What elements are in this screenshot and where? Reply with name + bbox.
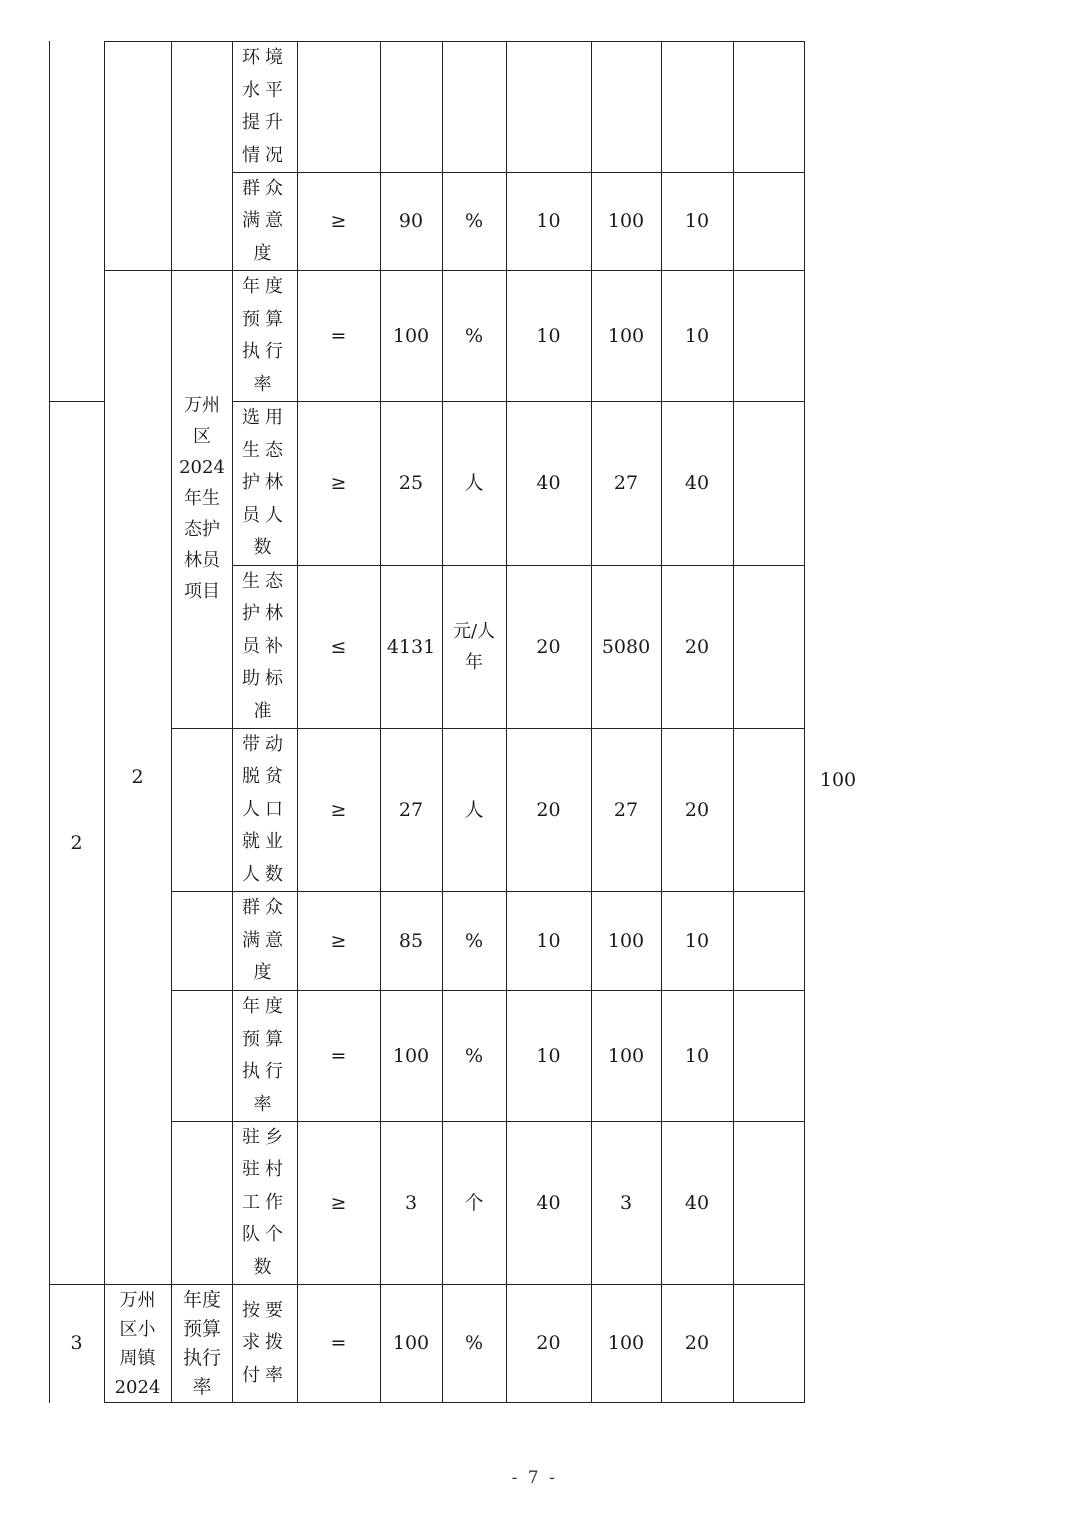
weight: 20 [536, 1332, 561, 1355]
score: 20 [684, 798, 710, 821]
actual-value: 100 [607, 210, 645, 233]
operator-cell [297, 271, 380, 401]
unit: 个 [464, 1191, 484, 1214]
indicator-name: 驻乡驻村工作队个数 [241, 1126, 289, 1278]
weight-cell [506, 991, 591, 1121]
actual-cell [591, 892, 661, 990]
table-border [104, 1402, 805, 1403]
weight-cell [506, 892, 591, 990]
indicator-cell [240, 173, 290, 270]
target-value: 100 [392, 1332, 430, 1355]
unit: 元/人年 [452, 621, 496, 673]
project-name: 万州区2024年生态护林员项目 [179, 395, 225, 602]
weight-cell [506, 1285, 591, 1402]
target-value: 4131 [386, 635, 436, 658]
score: 20 [684, 635, 710, 658]
group-seq-cell-b [49, 1285, 104, 1402]
actual-value: 5080 [601, 635, 651, 658]
unit-cell [442, 173, 506, 270]
target-cell [380, 566, 442, 728]
project-name-b-cell [111, 1285, 164, 1402]
indicator-cell [240, 42, 290, 172]
weight: 10 [536, 1044, 561, 1067]
actual-value: 3 [619, 1191, 633, 1214]
target-cell [380, 1122, 442, 1284]
indicator-cell [240, 729, 290, 891]
table-border [171, 41, 172, 1403]
actual-value: 100 [607, 1332, 645, 1355]
operator-cell [297, 1285, 380, 1402]
target-cell [380, 271, 442, 401]
unit: % [464, 210, 484, 233]
unit: % [464, 1332, 484, 1355]
actual-value: 27 [613, 472, 639, 495]
target-value: 100 [392, 1044, 430, 1067]
unit-cell [442, 271, 506, 401]
group-seq-b: 3 [70, 1332, 83, 1355]
score-cell [661, 1285, 733, 1402]
weight-cell [506, 173, 591, 270]
target-cell [380, 173, 442, 270]
indicator-name: 生态护林员补助标准 [241, 570, 289, 722]
target-cell [380, 729, 442, 891]
operator: ≥ [330, 1191, 347, 1214]
score-cell [661, 991, 733, 1121]
operator: = [330, 324, 347, 347]
weight: 20 [536, 635, 561, 658]
unit: % [464, 1044, 484, 1067]
operator: = [330, 1332, 347, 1355]
weight: 10 [536, 210, 561, 233]
score-cell [661, 892, 733, 990]
indicator-name: 选用生态护林员人数 [241, 407, 289, 559]
category-b: 年度预算执行率 [182, 1288, 221, 1398]
unit-cell [442, 892, 506, 990]
weight-cell [506, 271, 591, 401]
operator-cell [297, 173, 380, 270]
weight: 10 [536, 324, 561, 347]
score-cell [661, 173, 733, 270]
unit-cell [448, 566, 500, 728]
operator: ≥ [330, 210, 347, 233]
operator-cell [297, 991, 380, 1121]
unit-cell [442, 1122, 506, 1284]
indicator-name: 群众满意度 [241, 897, 289, 984]
score-cell [661, 1122, 733, 1284]
operator-cell [297, 729, 380, 891]
operator: ≥ [330, 472, 347, 495]
indicator-cell [240, 566, 290, 728]
score-cell [661, 566, 733, 728]
indicator-name: 环境水平提升情况 [241, 47, 289, 166]
actual-cell [591, 991, 661, 1121]
actual-cell [591, 402, 661, 565]
actual-value: 100 [607, 324, 645, 347]
indicator-cell [240, 892, 290, 990]
target-value: 100 [392, 324, 430, 347]
project-name-cell [176, 271, 228, 728]
operator: ≤ [330, 635, 347, 658]
score-cell [661, 729, 733, 891]
indicator-name: 按要求拨付率 [241, 1299, 289, 1386]
score: 10 [684, 1044, 710, 1067]
weight: 40 [536, 472, 561, 495]
indicator-name: 群众满意度 [241, 177, 289, 264]
indicator-cell [240, 1285, 290, 1402]
actual-cell [591, 271, 661, 401]
indicator-name: 年度预算执行率 [241, 276, 289, 395]
unit-cell [442, 729, 506, 891]
unit-cell [442, 991, 506, 1121]
target-cell [380, 991, 442, 1121]
table-border [232, 41, 233, 1403]
total-score-cell [805, 700, 871, 860]
group-seq: 2 [70, 831, 83, 854]
operator-cell [297, 566, 380, 728]
target-cell [380, 1285, 442, 1402]
score: 10 [684, 210, 710, 233]
group-seq-cell [49, 402, 104, 1284]
project-seq: 2 [131, 766, 144, 789]
weight-cell [506, 566, 591, 728]
unit: 人 [464, 472, 484, 495]
indicator-cell [240, 271, 290, 401]
table-border [104, 41, 805, 42]
table-border [733, 41, 734, 1403]
actual-cell [591, 1285, 661, 1402]
unit-cell [442, 1285, 506, 1402]
weight-cell [506, 1122, 591, 1284]
actual-cell [591, 729, 661, 891]
score: 10 [684, 324, 710, 347]
operator-cell [297, 402, 380, 565]
target-value: 3 [404, 1191, 418, 1214]
unit: 人 [464, 798, 484, 821]
unit: % [464, 324, 484, 347]
target-value: 25 [398, 472, 424, 495]
operator: = [330, 1044, 347, 1067]
total-score: 100 [819, 768, 857, 791]
indicator-name: 带动脱贫人口就业人数 [241, 733, 289, 885]
score: 10 [684, 929, 710, 952]
actual-cell [591, 566, 661, 728]
unit: % [464, 929, 484, 952]
weight: 40 [536, 1191, 561, 1214]
target-value: 85 [398, 929, 424, 952]
unit-cell [442, 402, 506, 565]
actual-cell [591, 1122, 661, 1284]
actual-value: 100 [607, 929, 645, 952]
score: 20 [684, 1332, 710, 1355]
actual-cell [591, 173, 661, 270]
actual-value: 27 [613, 798, 639, 821]
score: 40 [684, 1191, 710, 1214]
operator-cell [297, 1122, 380, 1284]
score: 40 [684, 472, 710, 495]
indicator-name: 年度预算执行率 [241, 996, 289, 1115]
category-b-cell [180, 1285, 224, 1402]
weight: 20 [536, 798, 561, 821]
indicator-cell [240, 1122, 290, 1284]
project-name-b: 万州区小周镇2024 [114, 1289, 161, 1398]
indicator-cell [240, 402, 290, 565]
weight-cell [506, 402, 591, 565]
score-cell [661, 402, 733, 565]
target-cell [380, 892, 442, 990]
operator: ≥ [330, 798, 347, 821]
actual-value: 100 [607, 1044, 645, 1067]
operator: ≥ [330, 929, 347, 952]
indicator-cell [240, 991, 290, 1121]
target-value: 90 [398, 210, 424, 233]
weight: 10 [536, 929, 561, 952]
operator-cell [297, 892, 380, 990]
project-seq-cell [104, 271, 171, 1284]
target-value: 27 [398, 798, 424, 821]
weight-cell [506, 729, 591, 891]
target-cell [380, 402, 442, 565]
page-number: - 7 - [511, 1468, 558, 1488]
score-cell [661, 271, 733, 401]
